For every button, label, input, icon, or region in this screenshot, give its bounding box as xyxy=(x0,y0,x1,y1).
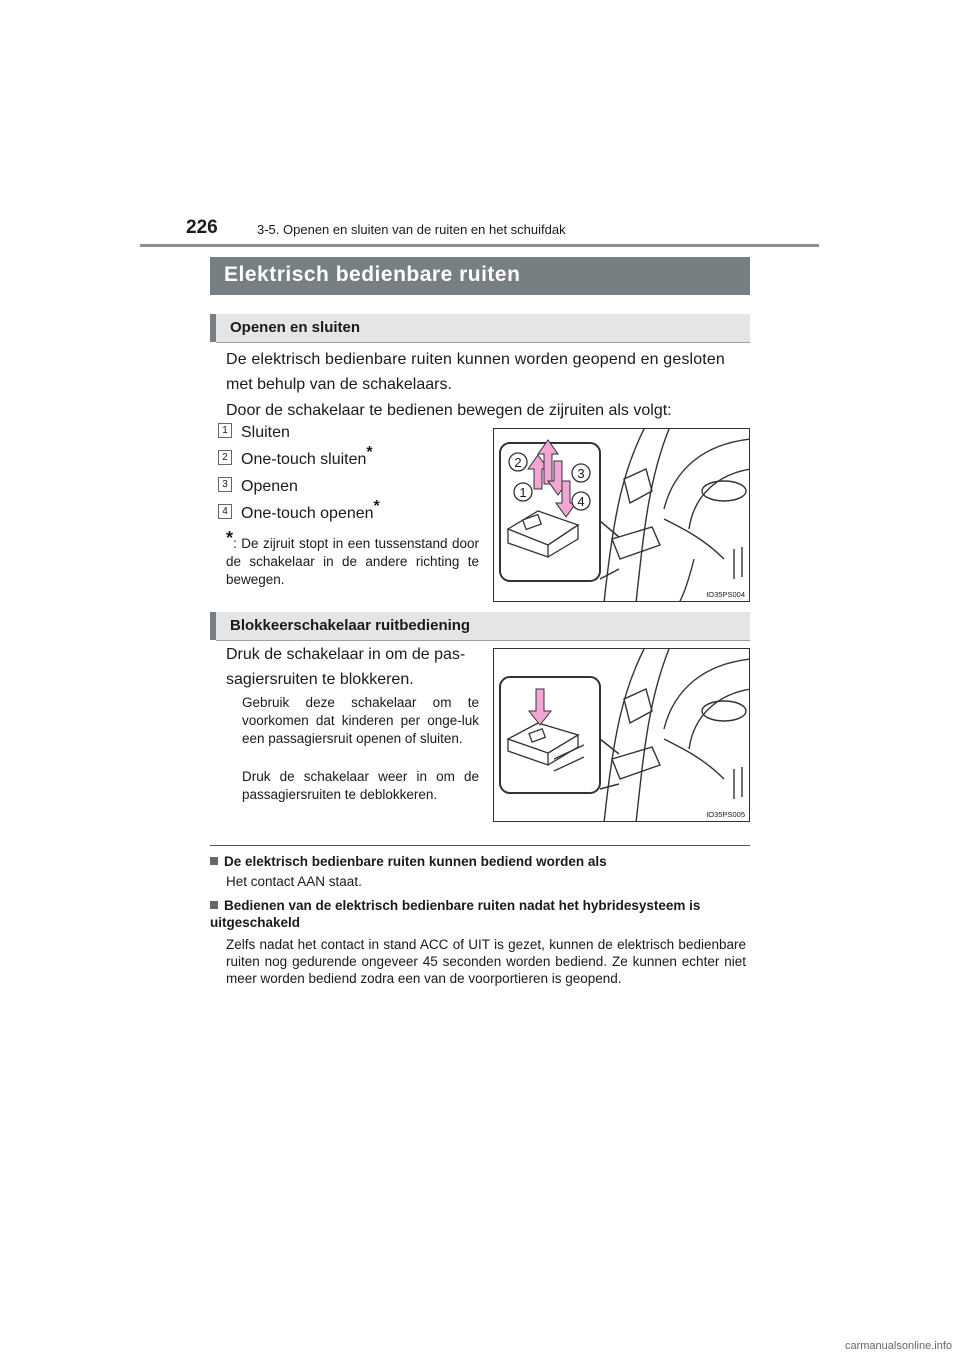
section-heading-lock-switch xyxy=(210,612,750,640)
section-heading-open-close xyxy=(210,314,750,342)
bullet-square-icon xyxy=(210,901,218,909)
intro-line-1: De elektrisch bedienbare ruiten kunnen worden geopend en gesloten xyxy=(226,351,725,368)
header-rule xyxy=(140,244,819,247)
section-heading-label: Blokkeerschakelaar ruitbediening xyxy=(230,617,471,634)
item-label: Sluiten xyxy=(241,424,290,441)
footnote xyxy=(226,528,479,589)
list-item xyxy=(218,424,290,442)
callout-label: 2 xyxy=(514,455,522,470)
note-body: Zelfs nadat het contact in stand ACC of UIT is gezet, kunnen de elektrisch bedienbare ruiten nog gedurende ongeveer 45 seconden worden bediend. Ze kunnen echter niet meer worden bediend zodra een van de voorportieren is geopend. xyxy=(226,937,746,986)
item-label: Openen xyxy=(241,478,298,495)
notes-divider xyxy=(210,845,750,846)
figure-code: IO35PS004 xyxy=(706,590,745,599)
note-body: Het contact AAN staat. xyxy=(226,874,362,889)
note-heading-text: Bedienen van de elektrisch bedienbare ruiten nadat het hybridesysteem is uitgeschakeld xyxy=(210,898,701,930)
intro-line-2: met behulp van de schakelaars. xyxy=(226,376,452,393)
main-title: Elektrisch bedienbare ruiten xyxy=(210,257,750,295)
item-number: 3 xyxy=(218,477,232,492)
lock-switch-illustration xyxy=(494,649,750,822)
watermark: carmanualsonline.info xyxy=(844,1340,952,1352)
figure-window-switch xyxy=(493,428,750,602)
note-heading xyxy=(210,897,750,931)
intro-paragraph xyxy=(226,347,725,397)
list-item: 4 One-touch openen* xyxy=(218,505,380,523)
item-label: One-touch sluiten xyxy=(241,451,367,468)
lock-line-2: sagiersruiten te blokkeren. xyxy=(226,671,414,688)
note-heading xyxy=(210,853,607,870)
item-number: 2 xyxy=(218,450,232,465)
figure-code: IO35PS005 xyxy=(706,810,745,819)
running-head: 3-5. Openen en sluiten van de ruiten en het schuifdak xyxy=(257,222,566,237)
callout-label: 1 xyxy=(519,485,527,500)
callout-label: 4 xyxy=(577,494,585,509)
list-item xyxy=(218,478,298,496)
operation-paragraph: Door de schakelaar te bedienen bewegen de zijruiten als volgt: xyxy=(226,402,672,419)
note-heading-text: De elektrisch bedienbare ruiten kunnen bediend worden als xyxy=(224,854,607,869)
figure-lock-switch xyxy=(493,648,750,822)
item-number: 1 xyxy=(218,423,232,438)
item-label: One-touch openen xyxy=(241,505,374,522)
page-number: 226 xyxy=(186,217,218,238)
callout-label: 3 xyxy=(577,466,585,481)
lock-paragraph xyxy=(226,642,465,692)
list-item: 2 One-touch sluiten* xyxy=(218,451,373,469)
lock-note-2: Druk de schakelaar weer in om de passagiersruiten te deblokkeren. xyxy=(242,769,479,802)
lock-line-1: Druk de schakelaar in om de pas- xyxy=(226,646,466,663)
section-heading-label: Openen en sluiten xyxy=(230,319,361,336)
footnote-text: : De zijruit stopt in een tussenstand door de schakelaar in de andere richting te bewegen. xyxy=(226,536,479,587)
bullet-square-icon xyxy=(210,857,218,865)
window-switch-illustration xyxy=(494,429,750,602)
lock-note-1: Gebruik deze schakelaar om te voorkomen dat kinderen per onge-luk een passagiersruit openen of sluiten. xyxy=(242,695,479,746)
footnote-mark: * xyxy=(226,528,234,548)
item-number: 4 xyxy=(218,504,232,519)
